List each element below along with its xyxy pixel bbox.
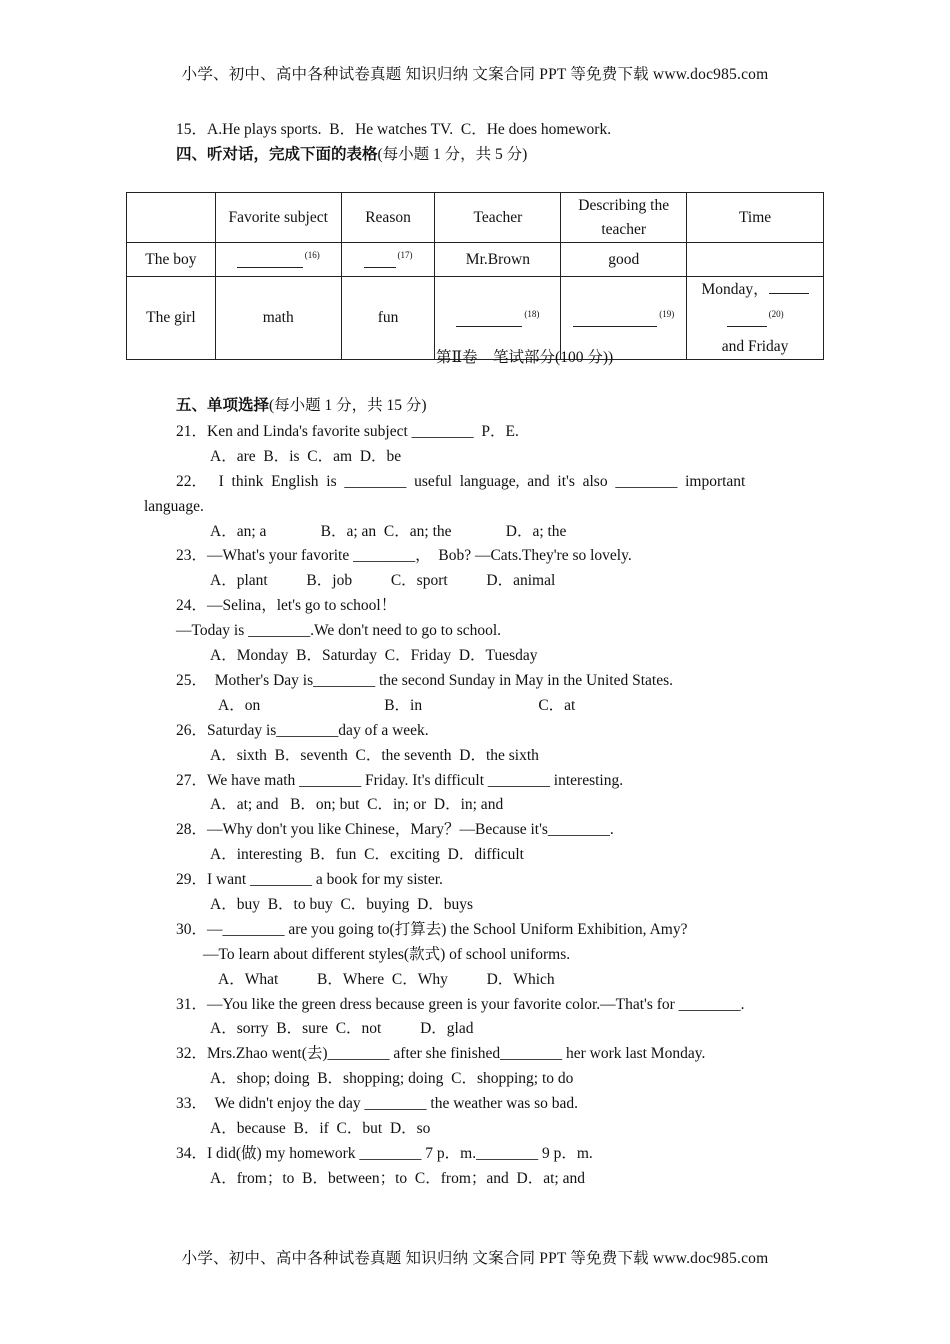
section-5-heading [176, 396, 427, 416]
question-22-cont: language. [144, 498, 204, 515]
row-label-girl: The girl [127, 277, 216, 360]
question-24: 24．—Selina，let's go to school！ [176, 597, 397, 614]
question-34: 34．I did(做) my homework ________ 7 p．m.________ 9 p．m. [176, 1145, 593, 1162]
question-30: 30．—________ are you going to(打算去) the School Uniform Exhibition, Amy? [176, 921, 688, 938]
options-21: A．are B．is C．am D．be [210, 448, 402, 465]
question-15: 15．A.He plays sports. B．He watches TV. C．He does homework. [176, 121, 612, 138]
boy-time [687, 243, 824, 277]
header-teacher: Teacher [435, 193, 561, 243]
boy-teacher: Mr.Brown [435, 243, 561, 277]
table-row-boy [127, 243, 824, 277]
question-31: 31．—You like the green dress because green is your favorite color.—That's for ________. [176, 996, 745, 1013]
options-29: A．buy B．to buy C．buying D．buys [210, 896, 474, 913]
section-4-title: 四、听对话，完成下面的表格 [176, 146, 378, 163]
part-2-caption: 第Ⅱ卷 笔试部分(100 分)) [436, 349, 614, 366]
row-label-boy: The boy [127, 243, 216, 277]
blank-20a[interactable] [769, 277, 809, 294]
girl-time: Monday， $^{(20)}$ and Friday [687, 277, 824, 360]
options-31: A．sorry B．sure C．not D．glad [210, 1020, 474, 1037]
options-22: A．an; a B．a; an C．an; the D．a; the [210, 523, 567, 540]
header-reason: Reason [341, 193, 435, 243]
options-25: A．on B．in C．at [218, 697, 576, 714]
options-24: A．Monday B．Saturday C．Friday D．Tuesday [210, 647, 538, 664]
question-21: 21．Ken and Linda's favorite subject ________ P．E. [176, 423, 519, 440]
section-4-note: (每小题 1 分，共 5 分) [377, 146, 528, 163]
options-23: A．plant B．job C．sport D．animal [210, 572, 556, 589]
question-24-cont: —Today is ________.We don't need to go to school. [176, 622, 502, 639]
blank-20b[interactable] [727, 310, 767, 327]
options-32: A．shop; doing B．shopping; doing C．shopping; to do [210, 1070, 574, 1087]
girl-subject: math [215, 277, 341, 360]
blank-16[interactable]: (16) [215, 243, 341, 277]
options-28: A．interesting B．fun C．exciting D．difficult [210, 846, 524, 863]
options-30: A．What B．Where C．Why D．Which [218, 971, 555, 988]
page-footer: 小学、初中、高中各种试卷真题 知识归纳 文案合同 PPT 等免费下载 www.doc985.com [181, 1250, 769, 1267]
header-time: Time [687, 193, 824, 243]
options-26: A．sixth B．seventh C．the seventh D．the sixth [210, 747, 539, 764]
question-22: 22． I think English is ________ useful language, and it's also ________ important [176, 473, 746, 490]
question-25: 25． Mother's Day is________ the second Sunday in May in the United States. [176, 672, 674, 689]
blank-18[interactable]: (18) [435, 277, 561, 360]
section-5-note: (每小题 1 分，共 15 分) [269, 397, 427, 414]
question-28: 28．—Why don't you like Chinese，Mary？—Because it's________. [176, 821, 614, 838]
question-30-cont: —To learn about different styles(款式) of school uniforms. [203, 946, 571, 963]
blank-19[interactable]: (19) [561, 277, 687, 360]
section-4-heading [176, 145, 527, 165]
table-header-row [127, 193, 824, 243]
question-27: 27．We have math ________ Friday. It's difficult ________ interesting. [176, 772, 624, 789]
blank-17[interactable]: (17) [341, 243, 435, 277]
options-34: A．from；to B．between；to C．from；and D．at; and [210, 1170, 585, 1187]
header-describing-teacher: Describing the teacher [561, 193, 687, 243]
header-cell-empty [127, 193, 216, 243]
question-29: 29．I want ________ a book for my sister. [176, 871, 443, 888]
listening-table [126, 192, 824, 360]
question-26: 26．Saturday is________day of a week. [176, 722, 429, 739]
options-33: A．because B．if C．but D．so [210, 1120, 431, 1137]
header-favorite-subject: Favorite subject [215, 193, 341, 243]
question-32: 32．Mrs.Zhao went(去)________ after she finished________ her work last Monday. [176, 1045, 706, 1062]
section-5-title: 五、单项选择 [176, 397, 270, 414]
boy-describe: good [561, 243, 687, 277]
page-header: 小学、初中、高中各种试卷真题 知识归纳 文案合同 PPT 等免费下载 www.doc985.com [181, 66, 769, 83]
girl-reason: fun [341, 277, 435, 360]
question-33: 33． We didn't enjoy the day ________ the weather was so bad. [176, 1095, 579, 1112]
question-23: 23．—What's your favorite ________， Bob? —Cats.They're so lovely. [176, 547, 632, 564]
options-27: A．at; and B．on; but C．in; or D．in; and [210, 796, 504, 813]
